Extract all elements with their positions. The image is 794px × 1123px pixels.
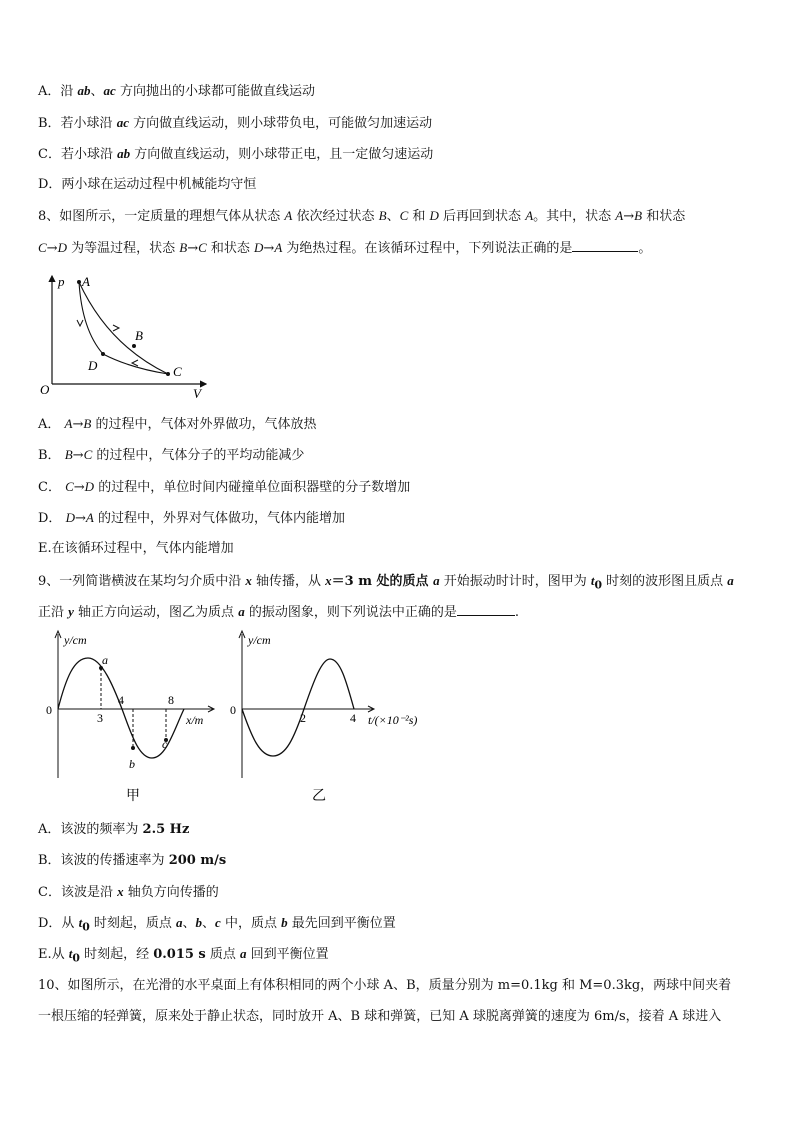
q9-option-d: D．从 $t_0$ 时刻起，质点 a、b、c 中，质点 b 最先回到平衡位置 bbox=[38, 915, 396, 934]
point-c bbox=[166, 372, 170, 376]
q9-option-b: B．该波的传播速率为 200 m/s bbox=[38, 853, 227, 868]
q9-option-a: A．该波的频率为 2.5 Hz bbox=[38, 822, 190, 837]
q9-stem-line2: 正沿 y 轴正方向运动，图乙为质点 a 的振动图象，则下列说法中正确的是 . bbox=[38, 604, 519, 620]
point-b-label: B bbox=[135, 328, 143, 343]
tick-3: 3 bbox=[97, 711, 103, 725]
t-axis-label: t/(×10⁻²s) bbox=[368, 713, 418, 727]
wave-graph-jia bbox=[38, 628, 218, 806]
x-axis-label: x/m bbox=[186, 713, 204, 727]
vibration-graph-yi bbox=[228, 628, 438, 806]
point-c-label: c bbox=[162, 737, 168, 751]
p-axis-label: p bbox=[58, 274, 65, 289]
q10-stem-line2: 一根压缩的轻弹簧，原来处于静止状态，同时放开 A、B 球和弹簧，已知 A 球脱离弹簧的速度为 6m/s，接着 A 球进入 bbox=[38, 1009, 722, 1024]
answer-blank bbox=[572, 239, 638, 252]
point-a bbox=[77, 280, 81, 284]
y-axis-label: y/cm bbox=[64, 633, 87, 647]
q7-option-c: C．若小球沿 ab 方向做直线运动，则小球带正电，且一定做匀速运动 bbox=[38, 146, 434, 162]
q8-option-c: C． C→D 的过程中，单位时间内碰撞单位面积器壁的分子数增加 bbox=[38, 479, 411, 495]
q8-stem-line1: 8、如图所示，一定质量的理想气体从状态 A 依次经过状态 B、C 和 D 后再回到状态 A。其中，状态 A→B 和状态 bbox=[38, 208, 686, 224]
q7-option-d: D．两小球在运动过程中机械能均守恒 bbox=[38, 177, 257, 192]
tick-4: 4 bbox=[350, 711, 356, 725]
tick-4: 4 bbox=[118, 693, 124, 707]
answer-blank bbox=[457, 603, 515, 616]
q7-option-b: B．若小球沿 ac 方向做直线运动，则小球带负电，可能做匀加速运动 bbox=[38, 115, 433, 131]
q10-stem-line1: 10、如图所示，在光滑的水平桌面上有体积相同的两个小球 A、B，质量分别为 m=0.1kg 和 M=0.3kg，两球中间夹着 bbox=[38, 978, 732, 993]
origin-label: O bbox=[40, 382, 50, 397]
q7-option-a: A．沿 ab、ac 方向抛出的小球都可能做直线运动 bbox=[38, 83, 315, 99]
point-b bbox=[132, 344, 136, 348]
y-axis-label: y/cm bbox=[248, 633, 271, 647]
q9-option-c: C．该波是沿 x 轴负方向传播的 bbox=[38, 884, 219, 900]
v-axis-label: V bbox=[193, 386, 201, 400]
point-a-label: A bbox=[82, 274, 90, 289]
point-d bbox=[101, 352, 105, 356]
tick-8: 8 bbox=[168, 693, 174, 707]
pv-diagram bbox=[38, 270, 213, 400]
curve-d-c bbox=[103, 354, 168, 374]
q8-stem-line2: C→D 为等温过程，状态 B→C 和状态 D→A 为绝热过程。在该循环过程中，下列说法正确的是 。 bbox=[38, 240, 652, 256]
point-a-label: a bbox=[102, 653, 108, 667]
tick-2: 2 bbox=[300, 711, 306, 725]
q8-option-d: D． D→A 的过程中，外界对气体做功，气体内能增加 bbox=[38, 510, 345, 526]
caption-yi: 乙 bbox=[312, 789, 326, 804]
q8-option-e: E.在该循环过程中，气体内能增加 bbox=[38, 541, 234, 556]
origin-label: 0 bbox=[230, 703, 236, 717]
point-b bbox=[131, 746, 135, 750]
q8-option-b: B． B→C 的过程中，气体分子的平均动能减少 bbox=[38, 447, 305, 463]
point-b-label: b bbox=[129, 757, 135, 771]
point-d-label: D bbox=[88, 358, 98, 373]
vibration-curve bbox=[242, 659, 354, 756]
caption-jia: 甲 bbox=[126, 789, 140, 804]
origin-label: 0 bbox=[46, 703, 52, 717]
point-c-label: C bbox=[173, 364, 182, 379]
curve-a-d bbox=[79, 282, 103, 354]
q9-stem-line1: 9、一列简谐横波在某均匀介质中沿 x 轴传播，从 x＝3 m 处的质点 a 开始振动时计时，图甲为 $t_0$ 时刻的波形图且质点 a bbox=[38, 573, 734, 592]
q9-option-e: E.从 $t_0$ 时刻起，经 0.015 s 质点 a 回到平衡位置 bbox=[38, 946, 329, 965]
q8-option-a: A． A→B 的过程中，气体对外界做功，气体放热 bbox=[38, 416, 317, 432]
